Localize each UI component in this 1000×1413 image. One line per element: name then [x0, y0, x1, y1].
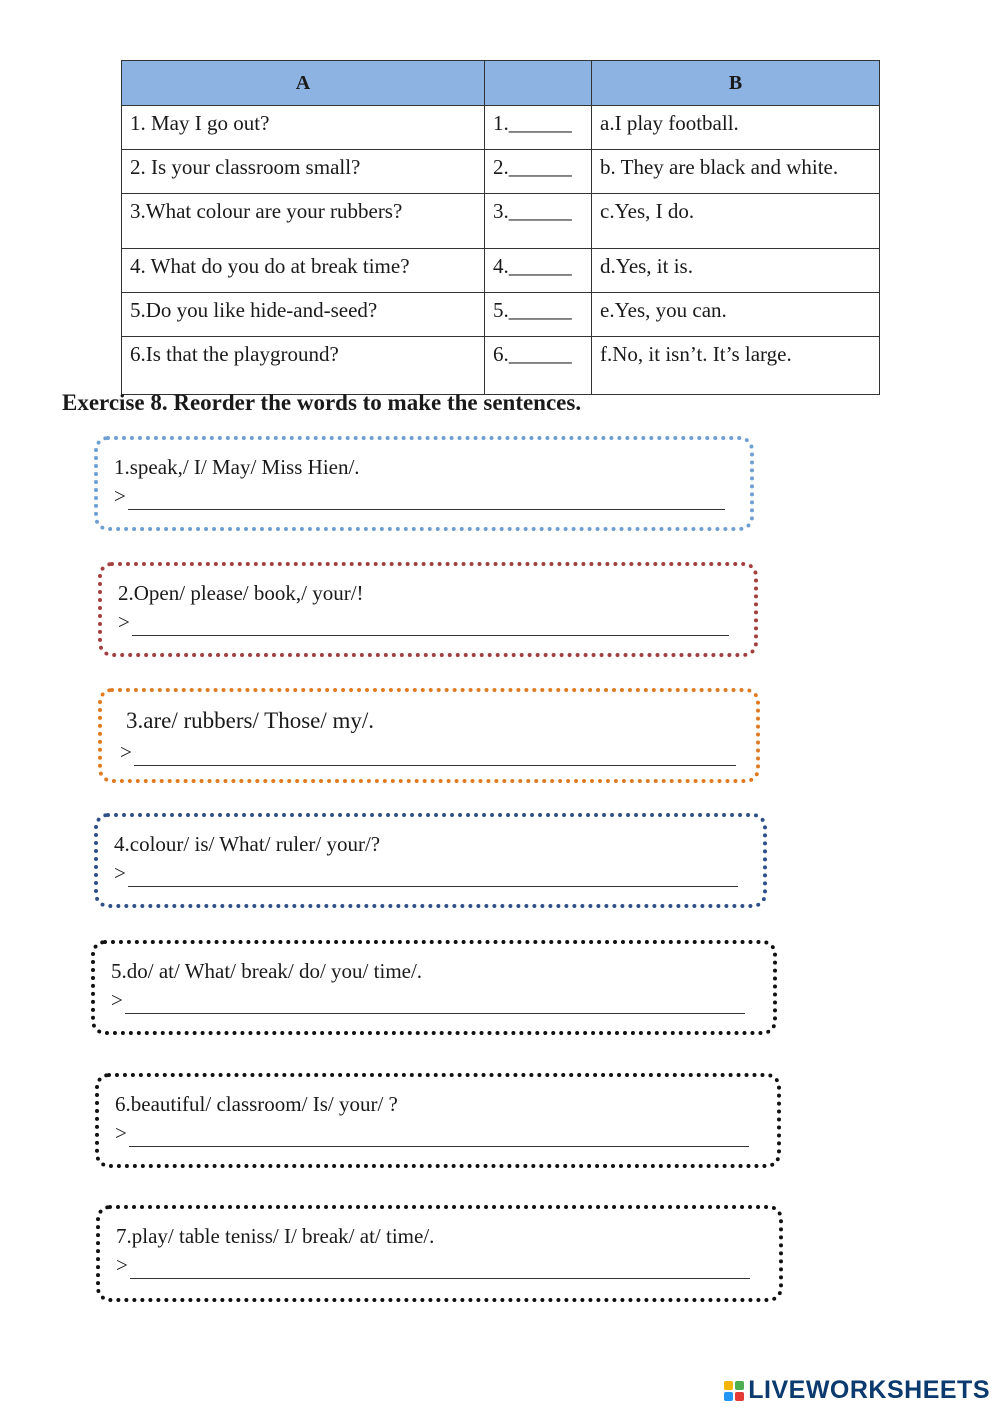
response-cell: a.I play football. — [592, 106, 880, 150]
table-row — [122, 194, 880, 249]
reorder-prompt: 1.speak,/ I/ May/ Miss Hien/. — [114, 455, 360, 479]
response-cell: f.No, it isn’t. It’s large. — [592, 337, 880, 395]
answer-row — [120, 738, 756, 766]
answer-line[interactable] — [128, 491, 725, 510]
exercise-title: Exercise 8. Reorder the words to make the sentences. — [62, 390, 582, 415]
answer-line[interactable] — [128, 868, 738, 887]
reorder-prompt: 6.beautiful/ classroom/ Is/ your/ ? — [115, 1092, 398, 1116]
answer-blank[interactable]: 6.______ — [485, 337, 592, 395]
reorder-box-2 — [98, 562, 758, 657]
response-cell: d.Yes, it is. — [592, 249, 880, 293]
answer-line[interactable] — [129, 1128, 749, 1147]
table-row — [122, 293, 880, 337]
table-row — [122, 337, 880, 395]
question-cell: 5.Do you like hide-and-seed? — [122, 293, 485, 337]
header-a: A — [122, 61, 485, 106]
answer-line[interactable] — [134, 747, 736, 766]
answer-blank[interactable]: 5.______ — [485, 293, 592, 337]
reorder-prompt: 3.are/ rubbers/ Those/ my/. — [126, 708, 375, 733]
reorder-box-1 — [94, 436, 754, 531]
answer-row — [114, 859, 763, 887]
answer-blank[interactable]: 4.______ — [485, 249, 592, 293]
table-row — [122, 150, 880, 194]
answer-line[interactable] — [130, 1260, 750, 1279]
answer-row — [114, 482, 750, 510]
question-cell: 3.What colour are your rubbers? — [122, 194, 485, 249]
answer-row — [118, 608, 754, 636]
answer-prefix: > — [118, 610, 130, 634]
table-header-row — [122, 61, 880, 106]
reorder-prompt: 5.do/ at/ What/ break/ do/ you/ time/. — [111, 959, 423, 983]
answer-blank[interactable]: 1.______ — [485, 106, 592, 150]
reorder-box-4 — [94, 813, 767, 908]
answer-blank[interactable]: 3.______ — [485, 194, 592, 249]
answer-prefix: > — [116, 1253, 128, 1277]
answer-line[interactable] — [125, 995, 745, 1014]
table-row — [122, 106, 880, 150]
liveworksheets-logo-icon — [724, 1381, 744, 1401]
reorder-box-6 — [95, 1073, 781, 1168]
reorder-box-3 — [98, 688, 760, 783]
answer-row — [116, 1251, 779, 1279]
answer-prefix: > — [114, 861, 126, 885]
answer-prefix: > — [114, 484, 126, 508]
response-cell: c.Yes, I do. — [592, 194, 880, 249]
answer-prefix: > — [120, 740, 132, 764]
reorder-prompt: 2.Open/ please/ book,/ your/! — [118, 581, 364, 605]
brand-name: LIVEWORKSHEETS — [748, 1376, 990, 1404]
header-b: B — [592, 61, 880, 106]
question-cell: 2. Is your classroom small? — [122, 150, 485, 194]
response-cell: b. They are black and white. — [592, 150, 880, 194]
answer-line[interactable] — [132, 617, 729, 636]
question-cell: 1. May I go out? — [122, 106, 485, 150]
matching-table — [121, 60, 880, 395]
table-row — [122, 249, 880, 293]
header-blank — [485, 61, 592, 106]
reorder-box-7 — [96, 1205, 783, 1302]
reorder-box-5 — [91, 940, 777, 1035]
answer-row — [111, 986, 773, 1014]
answer-row — [115, 1119, 777, 1147]
answer-prefix: > — [115, 1121, 127, 1145]
response-cell: e.Yes, you can. — [592, 293, 880, 337]
reorder-prompt: 4.colour/ is/ What/ ruler/ your/? — [114, 832, 381, 856]
answer-prefix: > — [111, 988, 123, 1012]
question-cell: 6.Is that the playground? — [122, 337, 485, 395]
reorder-prompt: 7.play/ table teniss/ I/ break/ at/ time/. — [116, 1224, 435, 1248]
liveworksheets-brand — [724, 1376, 990, 1405]
question-cell: 4. What do you do at break time? — [122, 249, 485, 293]
answer-blank[interactable]: 2.______ — [485, 150, 592, 194]
